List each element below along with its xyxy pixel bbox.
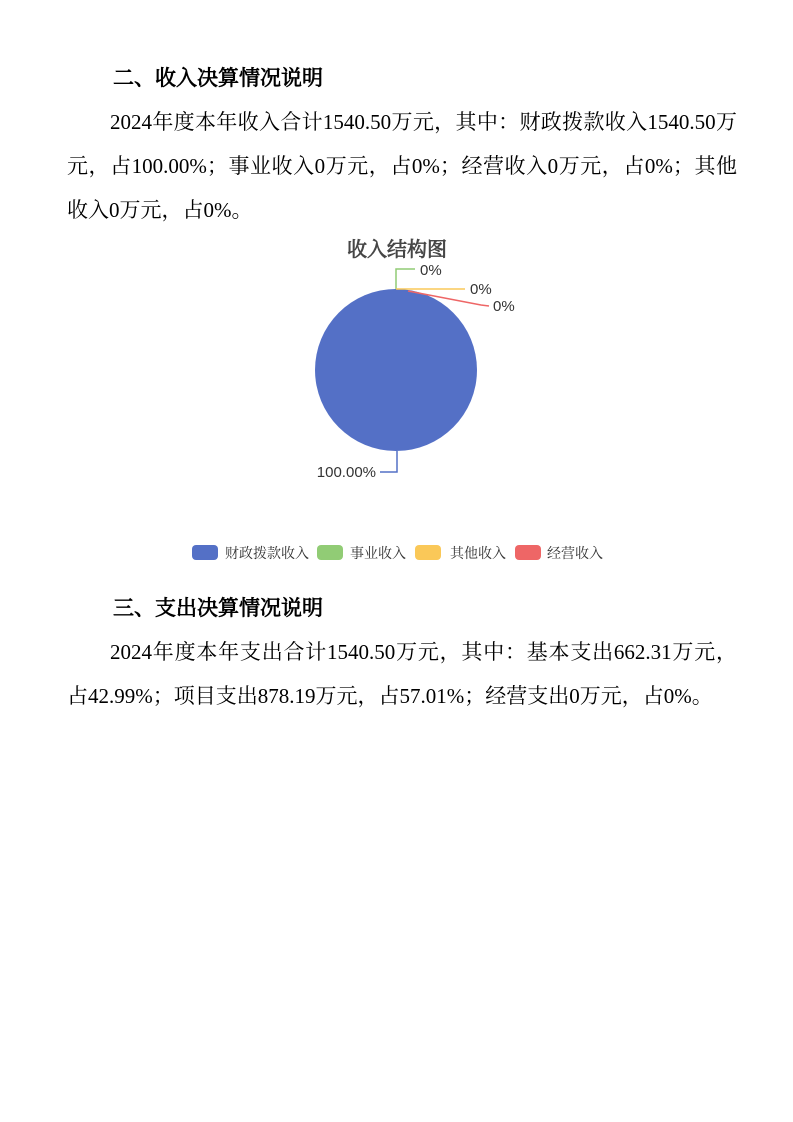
legend-swatch-operating-income bbox=[515, 545, 541, 560]
percent-label-operating-income: 0% bbox=[493, 298, 515, 315]
pie-slice-fiscal-allocation-income bbox=[315, 289, 477, 451]
legend-item-fiscal-allocation-income bbox=[192, 545, 309, 561]
percent-label-fiscal-allocation-income: 100.00% bbox=[316, 464, 376, 481]
chart-title: 收入结构图 bbox=[347, 239, 447, 261]
legend-swatch-fiscal-allocation-income bbox=[192, 545, 218, 560]
chart-legend bbox=[192, 545, 603, 561]
section-income-paragraph: 2024年度本年收入合计1540.50万元，其中：财政拨款收入1540.50万元，占100.00%；事业收入0万元，占0%；经营收入0万元，占0%；其他收入0万元，占0%。 bbox=[67, 110, 737, 222]
leader-line-business-income bbox=[396, 269, 415, 289]
legend-label-operating-income: 经营收入 bbox=[547, 545, 603, 561]
legend-swatch-business-income bbox=[317, 545, 343, 560]
section-expenditure-paragraph: 2024年度本年支出合计1540.50万元，其中：基本支出662.31万元，占42.99%；项目支出878.19万元，占57.01%；经营支出0万元，占0%。 bbox=[67, 640, 737, 708]
legend-item-operating-income bbox=[515, 545, 603, 561]
legend-item-other-income bbox=[415, 545, 506, 561]
section-income-heading: 二、收入决算情况说明 bbox=[113, 67, 323, 90]
section-expenditure-heading: 三、支出决算情况说明 bbox=[113, 597, 323, 620]
percent-label-business-income: 0% bbox=[420, 262, 442, 279]
legend-label-other-income: 其他收入 bbox=[450, 545, 506, 561]
legend-swatch-other-income bbox=[415, 545, 441, 560]
percent-label-other-income: 0% bbox=[470, 281, 492, 298]
income-structure-chart bbox=[97, 232, 697, 572]
legend-label-business-income: 事业收入 bbox=[350, 545, 406, 561]
legend-item-business-income bbox=[317, 545, 406, 561]
leader-line-fiscal-allocation-income bbox=[380, 451, 397, 472]
income-structure-pie-svg bbox=[97, 232, 697, 572]
legend-label-fiscal-allocation-income: 财政拨款收入 bbox=[225, 545, 309, 561]
